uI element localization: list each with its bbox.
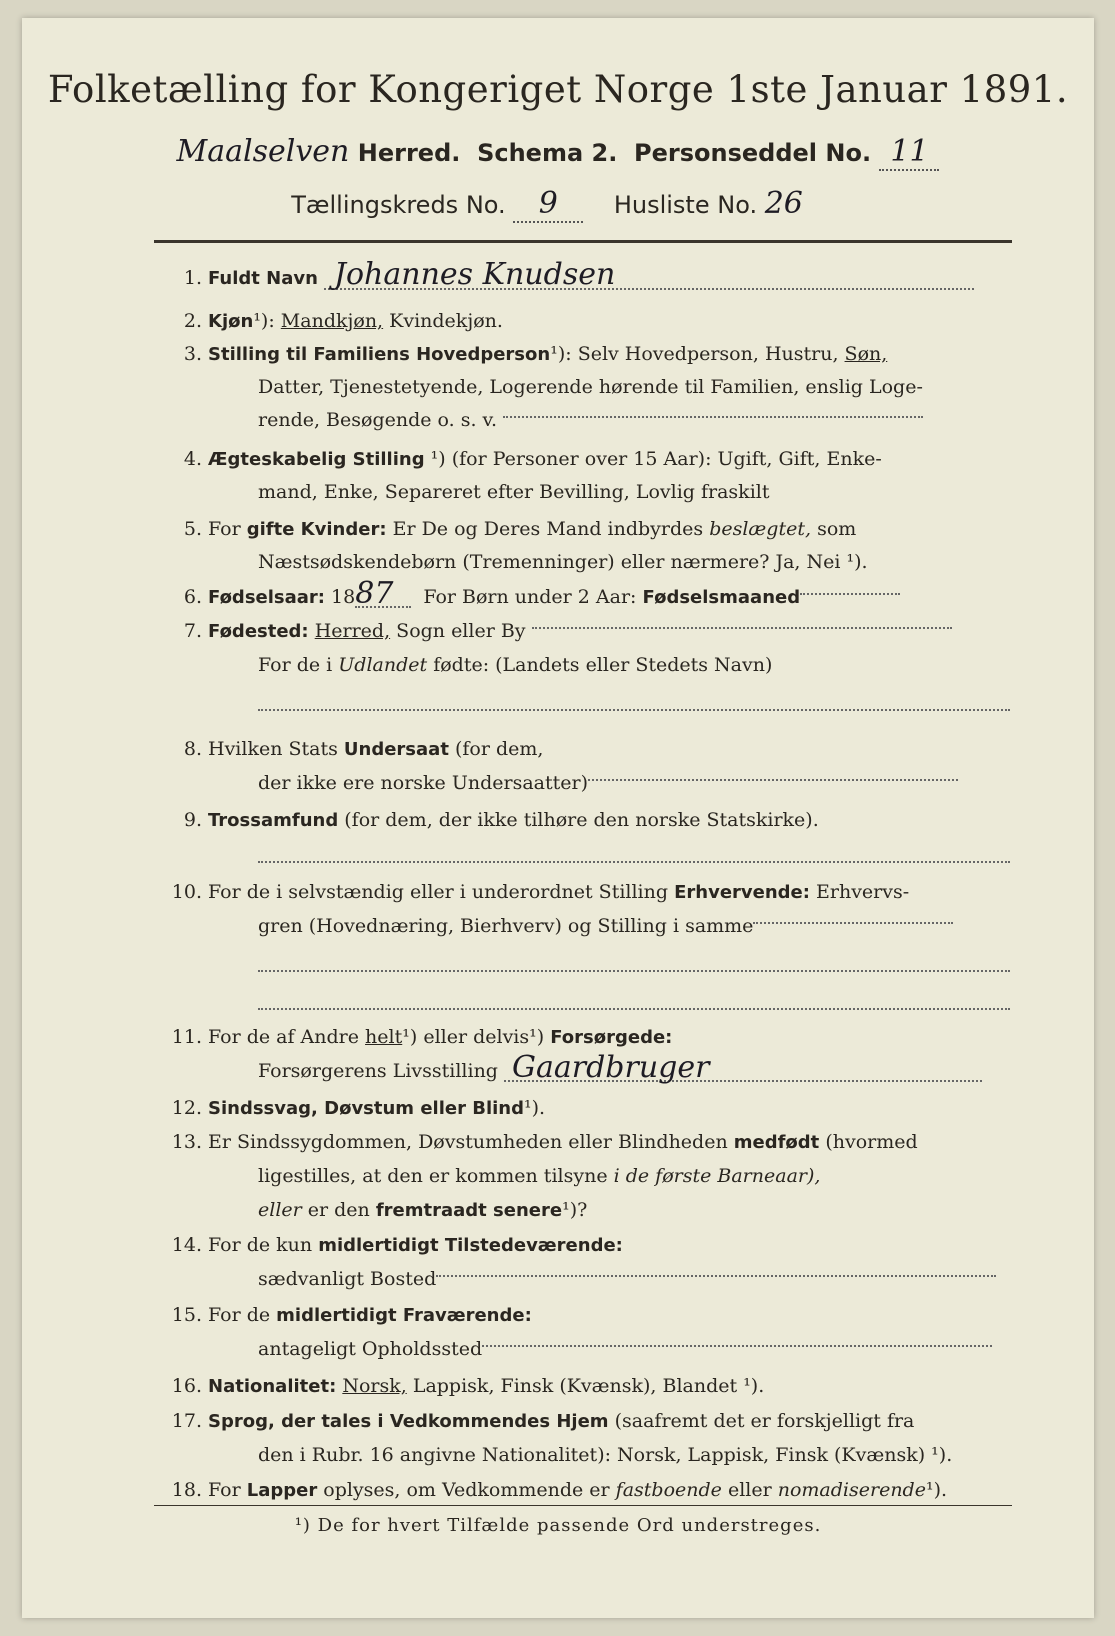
- footnote-ref: ¹): [402, 1026, 418, 1048]
- item-4-line-2: [22, 476, 1094, 508]
- item-text: eller delvis: [423, 1026, 530, 1048]
- item-label: Lapper: [246, 1480, 318, 1501]
- census-form: [22, 18, 1094, 1618]
- item-14-line-2: [22, 1263, 1094, 1295]
- item-label: Forsørgede:: [550, 1027, 673, 1048]
- item-label: fremtraadt senere: [375, 1200, 563, 1221]
- item-11-line-2: [22, 1050, 1094, 1087]
- item-5-line-2: [22, 546, 1094, 578]
- item-text: Lappisk, Finsk (Kvænsk), Blandet ¹).: [412, 1375, 765, 1397]
- item-text: mand, Enke, Separeret efter Bevilling, Lovlig fraskilt: [258, 481, 770, 503]
- item-text: For: [208, 518, 241, 540]
- header-rule: [154, 240, 1012, 243]
- item-text: Datter, Tjenestetyende, Logerende hørende til Familien, enslig Loge-: [258, 376, 923, 398]
- item-label: Fuldt Navn: [208, 268, 318, 289]
- item-number: 6.: [183, 586, 202, 608]
- item-text: ¹) (for Personer over 15 Aar): Ugift, Gift, Enke-: [430, 448, 882, 470]
- item-text: Forsørgerens Livsstilling: [258, 1060, 498, 1082]
- item-3-line-3: [22, 404, 1094, 436]
- item-10: [22, 876, 1094, 908]
- item-8-line-2: [22, 767, 1094, 799]
- item-label: Fødselsaar:: [208, 587, 325, 608]
- kreds-label: Tællingskreds No.: [291, 191, 506, 219]
- item-text: er den: [307, 1199, 370, 1221]
- item-text-italic: eller: [258, 1199, 302, 1221]
- item-11: [22, 1021, 1094, 1053]
- item-text: For de i: [258, 654, 333, 676]
- item-14: [22, 1229, 1094, 1261]
- full-name-value: Johannes Knudsen: [324, 262, 974, 290]
- item-label: Fødested:: [208, 621, 309, 642]
- item-text: sædvanligt Bosted: [258, 1268, 437, 1290]
- herred-line: [22, 134, 1094, 171]
- item-13-line-3: [22, 1194, 1094, 1226]
- item-number: 14.: [171, 1234, 202, 1256]
- item-label: midlertidigt Tilstedeværende:: [318, 1235, 623, 1256]
- footnote: ¹) De for hvert Tilfælde passende Ord understreges.: [294, 1515, 822, 1536]
- item-text: (saafremt det er forskjelligt fra: [614, 1410, 915, 1432]
- husliste-label: Husliste No.: [613, 191, 758, 219]
- footnote-ref: ¹).: [925, 1479, 948, 1501]
- item-text: Erhvervs-: [816, 881, 910, 903]
- item-text: ligestilles, at den er kommen tilsyne: [258, 1165, 608, 1187]
- herred-name-handwritten: Maalselven: [176, 134, 350, 169]
- item-number: 3.: [183, 343, 202, 365]
- item-text: (for dem,: [454, 738, 544, 760]
- item-label: Undersaat: [343, 739, 449, 760]
- item-text: For de i selvstændig eller i underordnet Stilling: [208, 881, 669, 903]
- item-text-italic: beslægtet,: [709, 518, 812, 540]
- item-text: antageligt Opholdssted: [258, 1338, 483, 1360]
- item-2: [22, 305, 1094, 337]
- schema-label: Schema 2.: [477, 139, 618, 167]
- option-kvindekjon: Kvindekjøn.: [389, 310, 503, 332]
- option-son: Søn,: [844, 343, 888, 365]
- item-text: fødte: (Landets eller Stedets Navn): [433, 654, 773, 676]
- item-15: [22, 1299, 1094, 1331]
- item-7-line-2: [22, 649, 1094, 681]
- item-17-line-2: [22, 1439, 1094, 1471]
- item-text: (hvormed: [825, 1131, 918, 1153]
- item-label: Stilling til Familiens Hovedperson: [208, 344, 551, 365]
- item-4: [22, 443, 1094, 475]
- item-number: 5.: [183, 518, 202, 540]
- item-text: For: [208, 1479, 241, 1501]
- item-8: [22, 733, 1094, 765]
- item-text: der ikke ere norske Undersaatter): [258, 772, 588, 794]
- item-1: [22, 257, 1094, 294]
- item-3: [22, 338, 1094, 370]
- item-label: Kjøn: [208, 311, 254, 332]
- item-9: [22, 804, 1094, 836]
- item-text-italic: i de første Barneaar),: [613, 1165, 821, 1187]
- item-5: [22, 513, 1094, 545]
- kreds-number: 9: [513, 186, 583, 223]
- item-label: Ægteskabelig Stilling: [208, 449, 425, 470]
- item-16: [22, 1370, 1094, 1402]
- item-number: 15.: [171, 1304, 202, 1326]
- item-text: For de: [208, 1304, 271, 1326]
- item-number: 13.: [171, 1131, 202, 1153]
- item-label: Erhvervende:: [674, 882, 810, 903]
- item-text: Er Sindssygdommen, Døvstumheden eller Blindheden: [208, 1131, 728, 1153]
- provider-occupation-value: Gaardbruger: [504, 1056, 982, 1082]
- blank-line: [258, 1008, 1010, 1010]
- item-text: (for dem, der ikke tilhøre den norske Statskirke).: [344, 809, 819, 831]
- item-text-italic: Udlandet: [338, 654, 428, 676]
- blank-line: [258, 970, 1010, 972]
- item-text: For Børn under 2 Aar:: [423, 586, 637, 608]
- option-herred: Herred,: [314, 620, 391, 642]
- item-number: 8.: [183, 738, 202, 760]
- personseddel-label: Personseddel No.: [634, 139, 872, 167]
- item-number: 17.: [171, 1410, 202, 1432]
- item-label: Nationalitet:: [208, 1376, 337, 1397]
- item-text: rende, Besøgende o. s. v.: [258, 409, 498, 431]
- item-text: Næstsødskendebørn (Tremenninger) eller nærmere? Ja, Nei ¹).: [258, 551, 868, 573]
- item-text: For de kun: [208, 1234, 313, 1256]
- item-18: [22, 1474, 1094, 1506]
- item-text: Er De og Deres Mand indbyrdes: [392, 518, 704, 540]
- item-label: Trossamfund: [208, 810, 339, 831]
- item-3-line-2: [22, 371, 1094, 403]
- option-mandkjon: Mandkjøn,: [280, 310, 384, 332]
- item-text: Sogn eller By: [396, 620, 526, 642]
- year-prefix: 18: [331, 586, 356, 608]
- item-text: eller: [727, 1479, 772, 1501]
- footnote-ref: ¹)?: [562, 1199, 588, 1221]
- footnote-ref: ¹).: [523, 1097, 546, 1119]
- kreds-line: [22, 186, 1094, 223]
- option-helt: helt: [365, 1026, 403, 1048]
- item-text-italic: fastboende: [615, 1479, 722, 1501]
- item-6: [22, 576, 1094, 613]
- item-label: gifte Kvinder:: [246, 519, 387, 540]
- item-label: Sindssvag, Døvstum eller Blind: [208, 1098, 524, 1119]
- item-text: oplyses, om Vedkommende er: [323, 1479, 610, 1501]
- item-number: 12.: [171, 1097, 202, 1119]
- item-15-line-2: [22, 1333, 1094, 1365]
- item-text: den i Rubr. 16 angivne Nationalitet): Norsk, Lappisk, Finsk (Kvænsk) ¹).: [258, 1444, 953, 1466]
- item-12: [22, 1092, 1094, 1124]
- item-number: 7.: [183, 620, 202, 642]
- item-text: Hvilken Stats: [208, 738, 338, 760]
- item-number: 9.: [183, 809, 202, 831]
- footnote-ref: ¹):: [550, 343, 572, 365]
- form-title: Folketælling for Kongeriget Norge 1ste Januar 1891.: [47, 68, 1069, 111]
- item-label: midlertidigt Fraværende:: [276, 1305, 532, 1326]
- herred-label: Herred.: [357, 139, 461, 167]
- blank-line: [258, 861, 1010, 863]
- item-number: 16.: [171, 1375, 202, 1397]
- birth-year-value: 87: [355, 582, 411, 608]
- footnote-ref: ¹): [529, 1026, 545, 1048]
- item-17: [22, 1405, 1094, 1437]
- footer-rule: [154, 1505, 1012, 1506]
- item-text-italic: nomadiserende: [777, 1479, 926, 1501]
- item-label: Fødselsmaaned: [642, 587, 801, 608]
- item-number: 10.: [171, 881, 202, 903]
- item-number: 2.: [183, 310, 202, 332]
- item-13-line-2: [22, 1160, 1094, 1192]
- footnote-ref: ¹):: [253, 310, 275, 332]
- item-number: 4.: [183, 448, 202, 470]
- option-norsk: Norsk,: [342, 1375, 407, 1397]
- item-text: som: [817, 518, 857, 540]
- item-number: 18.: [171, 1479, 202, 1501]
- item-text: Selv Hovedperson, Hustru,: [577, 343, 839, 365]
- item-10-line-2: [22, 910, 1094, 942]
- item-text: gren (Hovednæring, Bierhverv) og Stilling i samme: [258, 915, 754, 937]
- item-label: Sprog, der tales i Vedkommendes Hjem: [208, 1411, 609, 1432]
- blank-line: [258, 709, 1010, 711]
- item-7: [22, 615, 1094, 647]
- item-label: medfødt: [733, 1132, 820, 1153]
- item-number: 11.: [171, 1026, 202, 1048]
- personseddel-number: 11: [879, 134, 939, 171]
- item-13: [22, 1126, 1094, 1158]
- item-number: 1.: [183, 267, 202, 289]
- item-text: For de af Andre: [208, 1026, 359, 1048]
- husliste-number: 26: [764, 186, 803, 221]
